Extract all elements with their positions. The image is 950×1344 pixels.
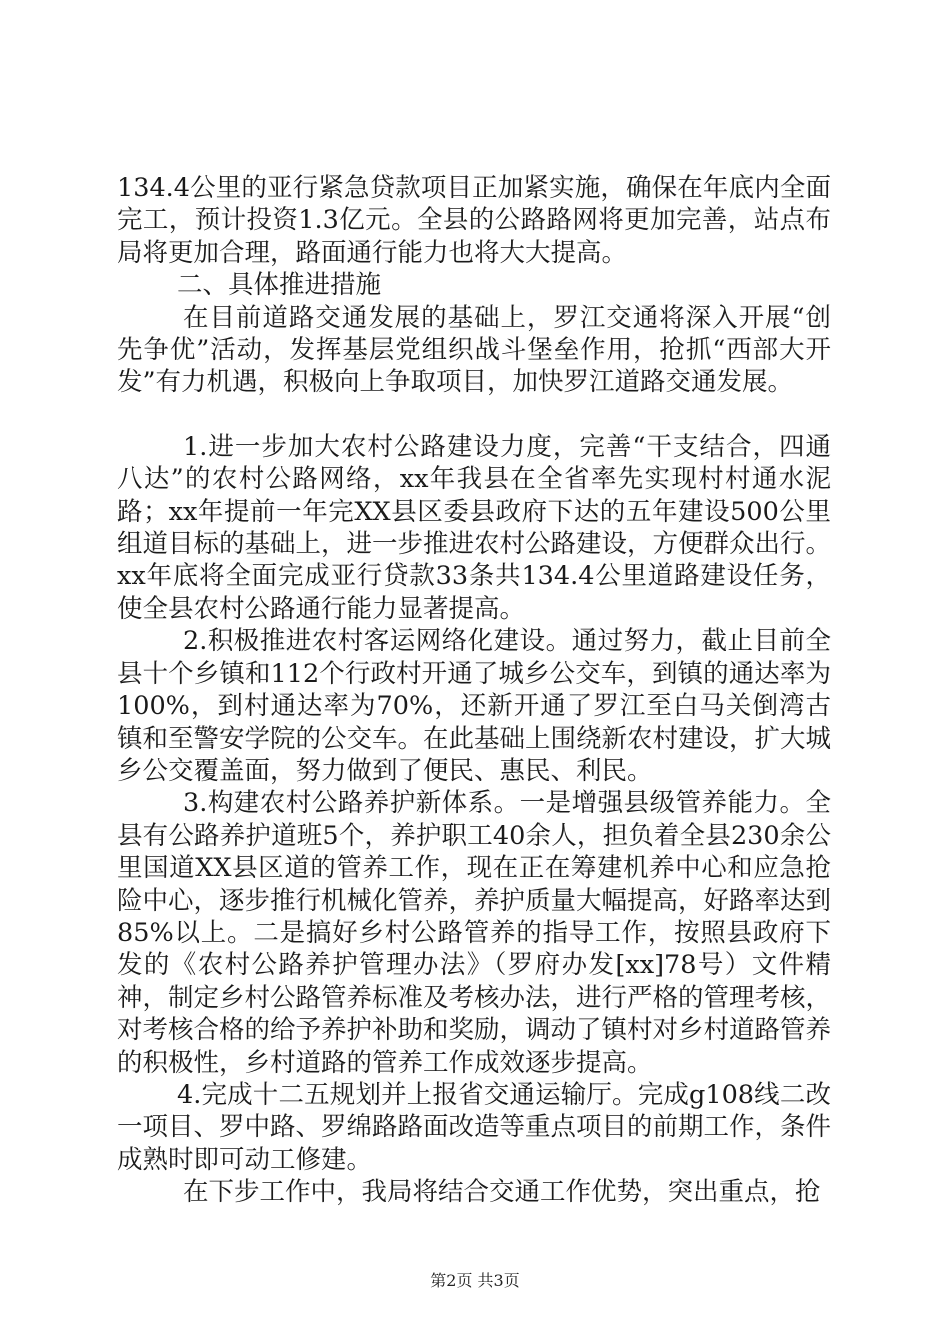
paragraph-item-3: 3.构建农村公路养护新体系。一是增强县级管养能力。全县有公路养护道班5个，养护职工40余人，担负着全县230余公里国道XX县区道的管养工作，现在正在筹建机养中心和应急抢险中心，逐步推行机械化管养，养护质量大幅提高，好路率达到85%以上。二是搞好乡村公路管养的指导工作，按照县政府下发的《农村公路养护管理办法》（罗府办发[xx]78号）文件精神，制定乡村公路管养标准及考核办法，进行严格的管理考核，对考核合格的给予养护补助和奖励，调动了镇村对乡村道路管养的积极性，乡村道路的管养工作成效逐步提高。 [117,788,832,1078]
paragraph-closing: 在下步工作中，我局将结合交通工作优势，突出重点，抢 [183,1177,821,1208]
section-heading: 二、具体推进措施 [177,270,382,301]
paragraph-item-2: 2.积极推进农村客运网络化建设。通过努力，截止目前全县十个乡镇和112个行政村开通了城乡公交车，到镇的通达率为100%，到村通达率为70%，还新开通了罗江至白马关倒湾古镇和至警安学院的公交车。在此基础上围绕新农村建设，扩大城乡公交覆盖面，努力做到了便民、惠民、利民。 [117,626,832,786]
paragraph-item-1: 1.进一步加大农村公路建设力度，完善“干支结合，四通八达”的农村公路网络，xx年我县在全省率先实现村村通水泥路；xx年提前一年完XX县区委县政府下达的五年建设500公里组道目标的基础上，进一步推进农村公路建设，方便群众出行。xx年底将全面完成亚行贷款33条共134.4公里道路建设任务，使全县农村公路通行能力显著提高。 [117,431,832,624]
paragraph-continuation: 134.4公里的亚行紧急贷款项目正加紧实施，确保在年底内全面完工，预计投资1.3亿元。全县的公路路网将更加完善，站点布局将更加合理，路面通行能力也将大大提高。 [117,173,831,268]
paragraph-spacer [117,399,831,431]
paragraph-item-4: 4.完成十二五规划并上报省交通运输厅。完成g108线二改一项目、罗中路、罗绵路路面改造等重点项目的前期工作，条件成熟时即可动工修建。 [117,1079,832,1175]
paragraph-intro: 在目前道路交通发展的基础上，罗江交通将深入开展“创先争优”活动，发挥基层党组织战斗堡垒作用，抢抓“西部大开发”有力机遇，积极向上争取项目，加快罗江道路交通发展。 [117,302,831,398]
page-footer: 第2页 共3页 [430,1271,520,1290]
document-body [117,172,831,1209]
